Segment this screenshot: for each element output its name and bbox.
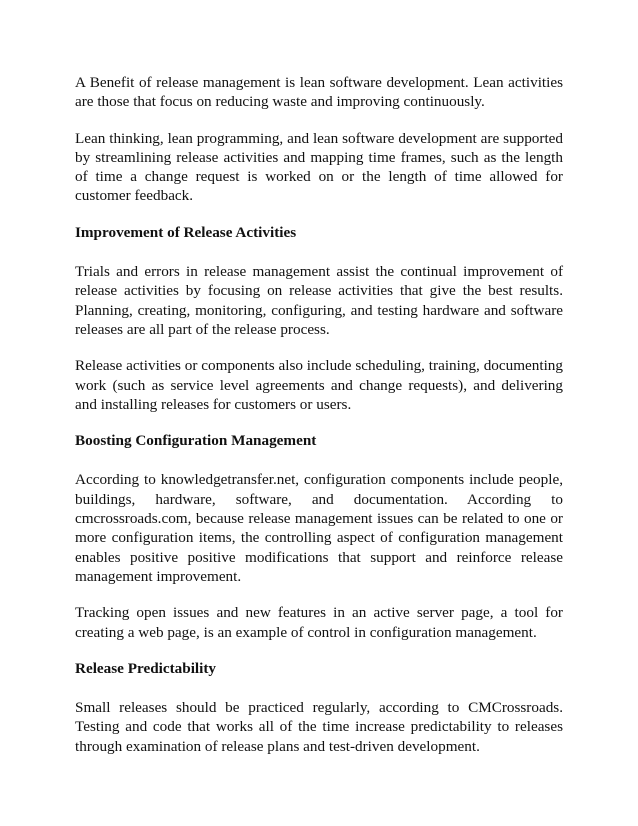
paragraph-trials-errors: Trials and errors in release management assist the continual improvement of release activities by focusing on release activities that give the best results. Planning, creating, monitoring, configuring, and testing hardware and software releases are all part of the release process.: [75, 263, 563, 338]
document-page: [75, 73, 563, 773]
heading-release-predictability: Release Predictability: [75, 659, 217, 677]
paragraph-small-releases: Small releases should be practiced regularly, according to CMCrossroads. Testing and code that works all of the time increase predictability to releases through examination of release plans and test-driven development.: [75, 699, 563, 755]
heading-boosting-configuration: Boosting Configuration Management: [75, 432, 317, 450]
paragraph-lean-benefit: A Benefit of release management is lean software development. Lean activities are those that focus on reducing waste and improving continuously.: [75, 74, 563, 111]
paragraph-configuration-components: According to knowledgetransfer.net, configuration components include people, buildings, hardware, software, and documentation. According to cmcrossroads.com, because release management issues can be related to one or more configuration items, the controlling aspect of configuration management enables positive positive modifications that support and reinforce release management improvement.: [75, 471, 563, 585]
paragraph-lean-thinking: Lean thinking, lean programming, and lean software development are supported by streamlining release activities and mapping time frames, such as the length of time a change request is worked on or the length of time allowed for customer feedback.: [75, 129, 563, 205]
paragraph-release-components: Release activities or components also include scheduling, training, documenting work (such as service level agreements and change requests), and delivering and installing releases for customers or users.: [75, 357, 563, 413]
paragraph-tracking-issues: Tracking open issues and new features in an active server page, a tool for creating a web page, is an example of control in configuration management.: [75, 604, 563, 641]
heading-improvement-release-activities: Improvement of Release Activities: [75, 223, 297, 241]
